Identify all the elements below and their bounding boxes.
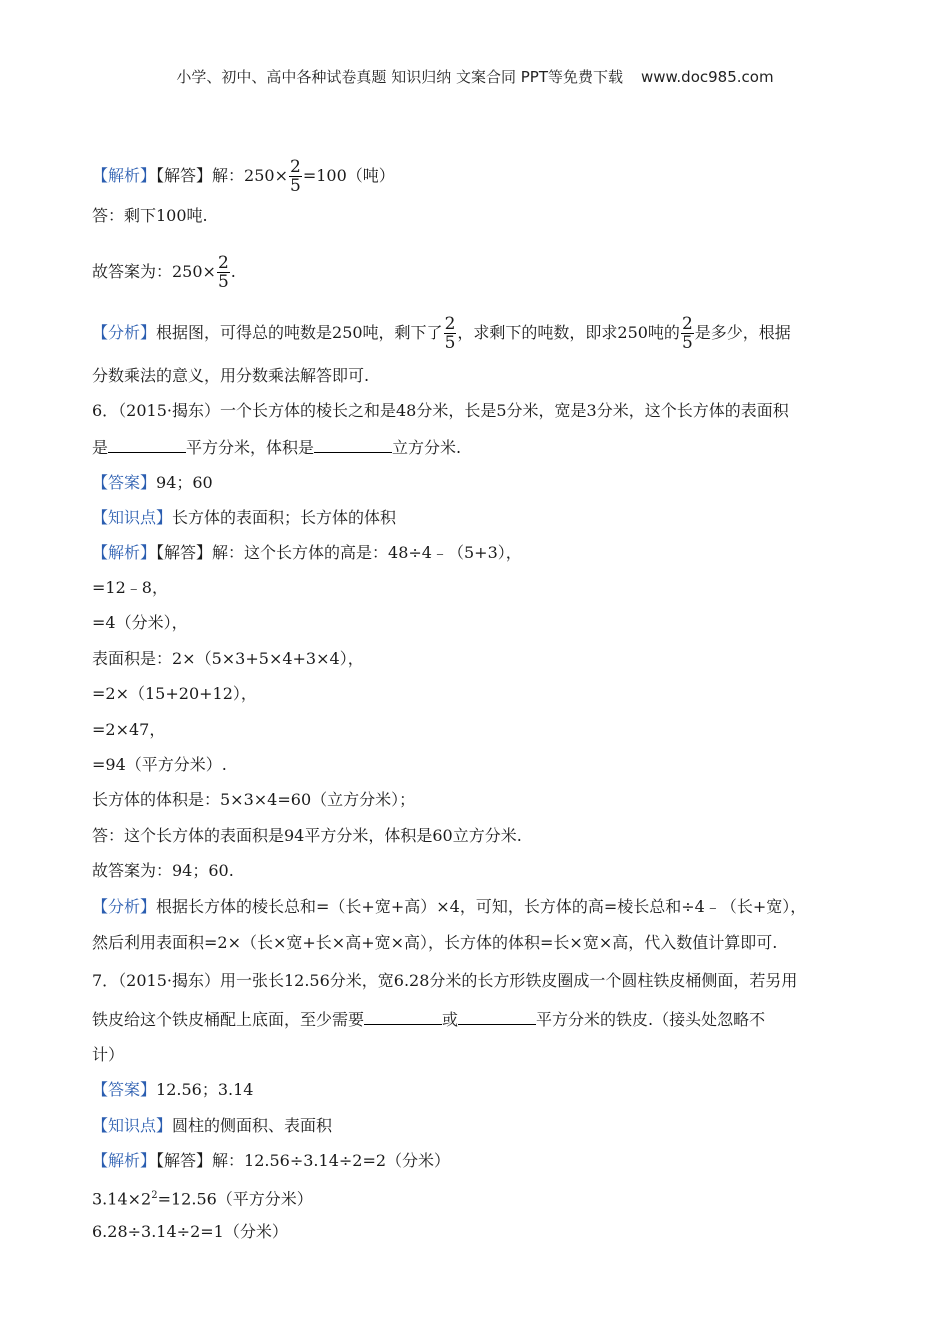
q6-solution-line8: 长方体的体积是：5×3×4=60（立方分米）； — [92, 790, 416, 809]
q7-answer: 【答案】12.56；3.14 — [92, 1080, 254, 1099]
s5-analysis-line: 【分析】根据图，可得总的吨数是250吨，剩下了 $\frac{2}{5}$ ，求剩下的吨数，即求250吨的 $\frac{2}{5}$ 是多少，根据 — [92, 314, 791, 353]
q7-question-line3: 计） — [92, 1045, 125, 1064]
q6-solution-line7: =94（平方分米）. — [92, 755, 227, 774]
s5-solution-line: 【解析】【解答】解：250× $\frac{2}{5}$ =100（吨） — [92, 157, 395, 196]
answer-blank[interactable] — [458, 1008, 536, 1025]
q7-solution-line1: 【解析】【解答】解：12.56÷3.14÷2=2（分米） — [92, 1151, 451, 1170]
q6-question-line2: 是 平方分米，体积是 立方分米. — [92, 438, 462, 457]
fraction-two-fifths: $\frac{2}{5}$ — [681, 314, 693, 353]
header-url[interactable]: www.doc985.com — [640, 68, 774, 86]
q6-solution-line6: =2×47， — [92, 720, 166, 739]
s5-final-line: 故答案为：250× $\frac{2}{5}$ . — [92, 253, 236, 292]
q7-solution-line3: 6.28÷3.14÷2=1（分米） — [92, 1222, 288, 1241]
tag-jieda: 【解答】 — [156, 166, 213, 185]
fraction-two-fifths: $\frac{2}{5}$ — [444, 314, 456, 353]
s5-analysis-line2: 分数乘法的意义，用分数乘法解答即可. — [92, 366, 370, 385]
tag-jiexi: 【解析】 — [92, 166, 157, 185]
q6-solution-line4: 表面积是：2×（5×3+5×4+3×4）， — [92, 649, 364, 668]
page-header — [0, 66, 950, 87]
q6-solution-line5: =2×（15+20+12）， — [92, 684, 257, 703]
q6-answer: 【答案】94；60 — [92, 473, 213, 492]
q7-solution-line2: $3.14\times 2^2=12.56$（平方分米） — [92, 1189, 313, 1209]
q6-solution-line10: 故答案为：94；60. — [92, 861, 234, 880]
fraction-two-fifths: $\frac{2}{5}$ — [289, 157, 301, 196]
s5-answer-line: 答：剩下100吨. — [92, 206, 208, 225]
q6-solution-line3: =4（分米）， — [92, 613, 188, 632]
q6-analysis-line2: 然后利用表面积=2×（长×宽+长×高+宽×高），长方体的体积=长×宽×高，代入数值计算即可. — [92, 933, 778, 952]
q6-solution-line9: 答：这个长方体的表面积是94平方分米，体积是60立方分米. — [92, 826, 522, 845]
q7-question-line1: 7．（2015·揭东）用一张长12.56分米，宽6.28分米的长方形铁皮圈成一个圆柱铁皮桶侧面，若另用 — [92, 971, 798, 990]
header-text: 小学、初中、高中各种试卷真题 知识归纳 文案合同 PPT等免费下载 — [176, 68, 623, 86]
q6-question-line1: 6．（2015·揭东）一个长方体的棱长之和是48分米，长是5分米，宽是3分米，这个长方体的表面积 — [92, 401, 789, 420]
tag-fenxi: 【分析】 — [92, 323, 157, 342]
q6-knowledge: 【知识点】长方体的表面积；长方体的体积 — [92, 508, 397, 527]
answer-blank[interactable] — [364, 1008, 442, 1025]
q6-analysis-line1: 【分析】根据长方体的棱长总和=（长+宽+高）×4，可知，长方体的高=棱长总和÷4﹣（长+宽）， — [92, 897, 807, 916]
q6-solution-line2: =12﹣8， — [92, 578, 168, 597]
fraction-two-fifths: $\frac{2}{5}$ — [217, 253, 229, 292]
answer-blank[interactable] — [314, 436, 392, 453]
answer-blank[interactable] — [108, 436, 186, 453]
q6-solution-line1: 【解析】【解答】解：这个长方体的高是：48÷4﹣（5+3）， — [92, 543, 522, 562]
q7-question-line2: 铁皮给这个铁皮桶配上底面，至少需要 或 平方分米的铁皮.（接头处忽略不 — [92, 1010, 766, 1029]
q7-knowledge: 【知识点】圆柱的侧面积、表面积 — [92, 1116, 333, 1135]
